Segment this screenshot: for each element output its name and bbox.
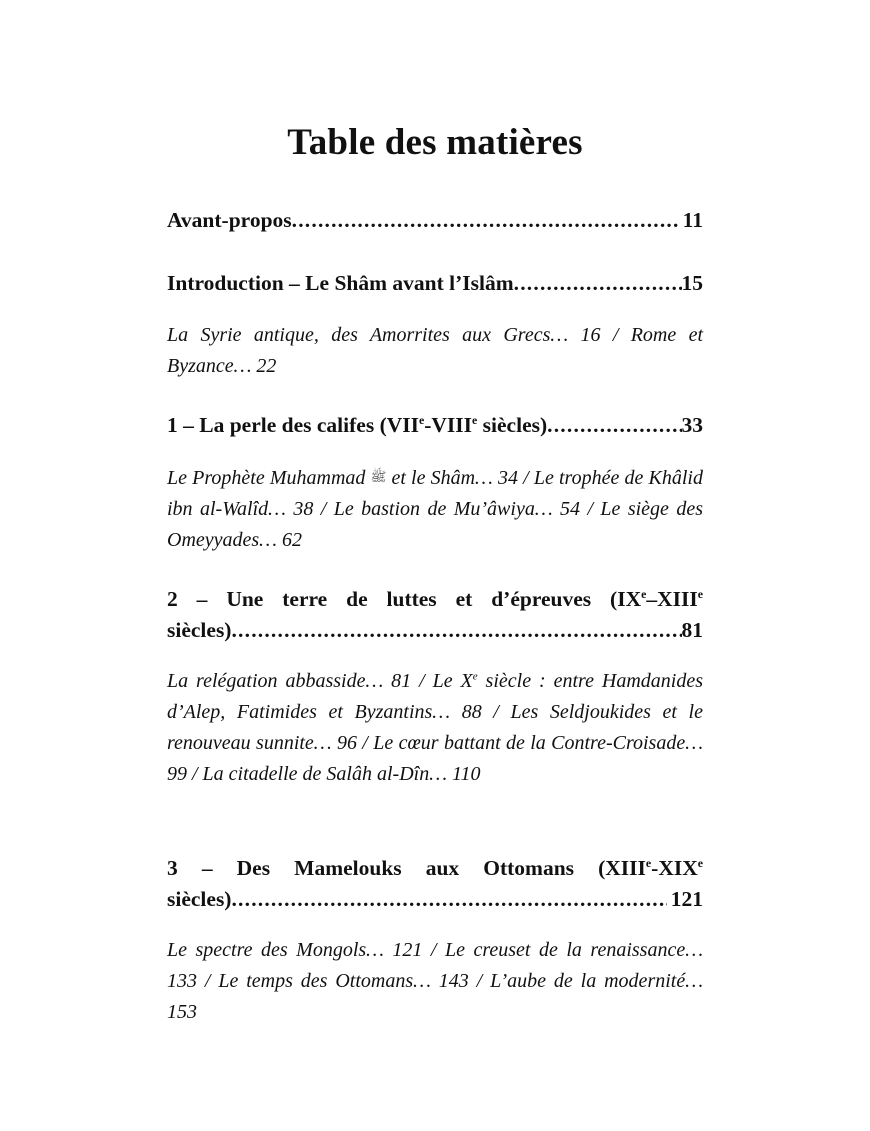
toc-heading-label-continued[interactable]: siècles) <box>167 887 232 911</box>
toc-heading-label[interactable]: Introduction – Le Shâm avant l’Islâm <box>167 271 514 295</box>
toc-subsections: Le spectre des Mongols… 121 / Le creuset de la renaissance… 133 / Le temps des Ottomans… 143 / L’aube de la modernité… 153 <box>167 939 703 1023</box>
toc-entry-avant-propos[interactable] <box>167 205 703 236</box>
toc-page-number[interactable]: 81 <box>681 618 703 642</box>
toc-heading[interactable] <box>167 205 703 236</box>
toc-page-number[interactable]: 15 <box>681 271 703 295</box>
dot-leader <box>547 410 681 441</box>
toc-page-number[interactable]: 33 <box>681 413 703 437</box>
toc-entry-introduction[interactable] <box>167 268 703 382</box>
toc-heading-label[interactable]: Avant-propos <box>167 208 292 232</box>
toc-page-number[interactable]: 121 <box>670 887 703 911</box>
salawat-symbol-icon: ﷺ <box>370 469 387 484</box>
dot-leader <box>514 268 682 299</box>
toc-heading-label[interactable]: 2 – Une terre de luttes et d’épreuves (IXe–XIIIe <box>167 586 703 611</box>
toc-subsections: La Syrie antique, des Amorrites aux Grecs… 16 / Rome et Byzance… 22 <box>167 324 703 377</box>
toc-page-number[interactable]: 11 <box>682 208 703 232</box>
toc-heading[interactable] <box>167 853 703 915</box>
toc-heading-label[interactable]: 1 – La perle des califes (VIIe-VIIIe siècles) <box>167 412 548 437</box>
toc-subsections: La relégation abbasside… 81 / Le Xe siècle : entre Hamdanides d’Alep, Fatimides et Byzantins… 88 / Les Seldjoukides et le renouveau sunnite… 96 / Le cœur battant de la Contre-Croisade… 99 / La citadelle de Salâh al-Dîn… 110 <box>167 670 703 785</box>
toc-heading-label-continued[interactable]: siècles) <box>167 618 232 642</box>
dot-leader <box>231 615 681 646</box>
toc-heading[interactable] <box>167 584 703 646</box>
toc-entry-chapitre-3[interactable] <box>167 853 703 1028</box>
dot-leader <box>292 205 679 236</box>
toc-heading-label[interactable]: 3 – Des Mamelouks aux Ottomans (XIIIe-XIXe <box>167 855 703 880</box>
toc-entry-chapitre-1[interactable] <box>167 410 703 556</box>
toc-heading[interactable] <box>167 410 703 441</box>
page-title: Table des matières <box>287 121 583 163</box>
toc-entry-chapitre-2[interactable] <box>167 584 703 790</box>
toc-subsections: Le Prophète Muhammad ﷺ et le Shâm… 34 / Le trophée de Khâlid ibn al-Walîd… 38 / Le bastion de Mu’âwiya… 54 / Le siège des Omeyyades… 62 <box>167 467 703 551</box>
toc-heading[interactable] <box>167 268 703 299</box>
dot-leader <box>231 884 666 915</box>
